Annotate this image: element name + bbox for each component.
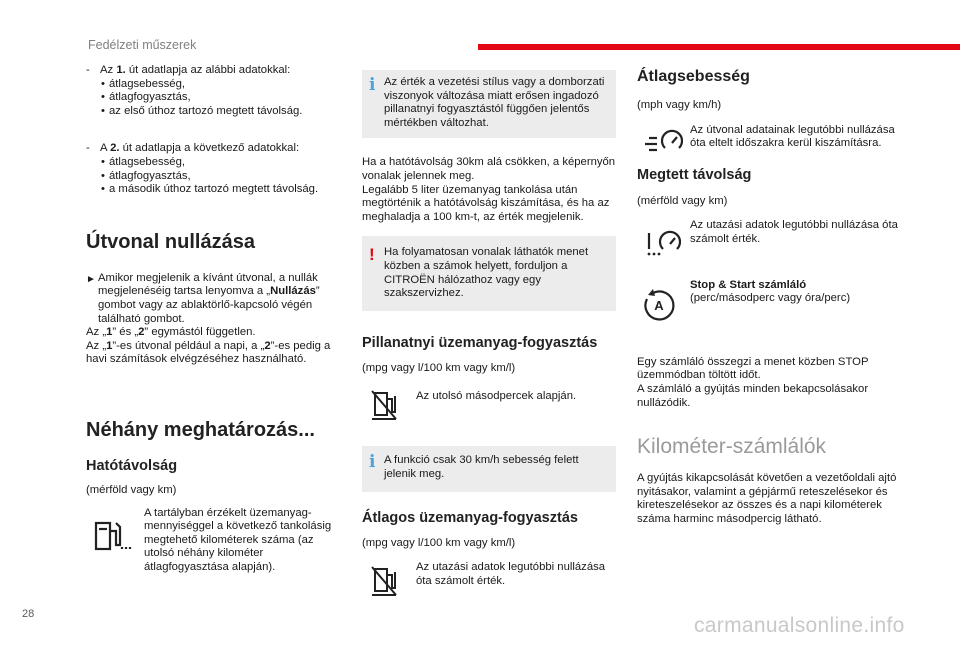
- warning-icon: !: [369, 245, 375, 265]
- header-accent-bar: [478, 44, 960, 50]
- info-icon: i: [369, 452, 376, 473]
- odometer-description: A gyújtás kikapcsolását követően a vezetőoldali ajtó nyitásakor, valamint a gépjármű reteszelésekor és kireteszelésekor az összes és a napi kilométerek száma harminc másodpercig látható.: [637, 472, 897, 525]
- trip2-list: - A 2. út adatlapja a következő adatokkal:: [86, 142, 300, 155]
- fuel-pump-icon: [92, 517, 132, 553]
- range-calc-text: Legalább 5 liter üzemanyag tankolása után megtörténik a hatótávolság kiszámítása, és ha az meghaladja a 100 km-t, az érték megjelenik.: [362, 183, 610, 223]
- reset-heading: Útvonal nullázása: [86, 230, 255, 253]
- note-box-speed: i A funkció csak 30 km/h sebesség felett jelenik meg.: [362, 446, 616, 491]
- column-middle: [362, 70, 616, 588]
- average-speed-heading: Átlagsebesség: [637, 68, 750, 85]
- stop-start-sum-text: Egy számláló összegzi a menet közben STOP üzemmódban töltött időt.: [637, 355, 869, 382]
- column-right: [637, 64, 905, 527]
- watermark: carmanualsonline.info: [694, 614, 905, 637]
- list-dash: -: [86, 142, 90, 155]
- average-speed-row: [637, 124, 905, 151]
- reset-note-2: Az „1”-es útvonal például a napi, a „2”-es pedig a havi számítások elvégzéséhez használható.: [86, 339, 331, 366]
- instant-consumption-description: Az utolsó másodpercek alapján.: [416, 390, 577, 403]
- instant-consumption-heading: Pillanatnyi üzemanyag-fogyasztás: [362, 334, 598, 351]
- list-dash: -: [86, 64, 90, 76]
- average-consumption-description: Az utazási adatok legutóbbi nullázása óta számolt érték.: [416, 561, 606, 587]
- reset-note-1: Az „1” és „2” egymástól független.: [86, 326, 256, 339]
- average-speed-description: Az útvonal adatainak legutóbbi nullázása óta eltelt időszakra kerül kiszámításra.: [690, 123, 895, 150]
- auto-stop-start-icon: [641, 287, 677, 323]
- range-unit: (mérföld vagy km): [86, 483, 177, 496]
- column-left: [86, 64, 342, 574]
- trip1-items: • átlagsebesség, • átlagfogyasztás, • az első úthoz tartozó megtett távolság.: [86, 78, 342, 119]
- average-consumption-row: [362, 561, 616, 588]
- reset-instruction: ► Amikor megjelenik a kívánt útvonal, a nullák megjelenéséig tartsa lenyomva a „Nullázás” gombot vagy az ablaktörlő-kapcsoló végén található gombot.: [86, 271, 320, 325]
- distance-heading: Megtett távolság: [637, 166, 752, 183]
- fuel-consumption-icon: [370, 564, 402, 598]
- instant-consumption-unit: (mpg vagy l/100 km vagy km/l): [362, 361, 516, 374]
- info-icon: i: [369, 75, 376, 95]
- stop-start-heading: Stop & Start számláló: [690, 278, 807, 291]
- range-heading: Hatótávolság: [86, 457, 178, 474]
- average-consumption-unit: (mpg vagy l/100 km vagy km/l): [362, 536, 516, 549]
- stop-start-unit: (perc/másodperc vagy óra/perc): [690, 292, 851, 305]
- average-speed-unit: (mph vagy km/h): [637, 99, 722, 111]
- range-dashes-text: Ha a hatótávolság 30km alá csökken, a képernyőn vonalak jelennek meg.: [362, 156, 616, 182]
- range-row: [86, 507, 342, 575]
- trip2-items: • átlagsebesség, • átlagfogyasztás, • a második úthoz tartozó megtett távolság.: [86, 156, 342, 197]
- note-box-consumption: i Az érték a vezetési stílus vagy a domborzati viszonyok változása miatt erősen ingadozó pillanatnyi fogyasztástól függően jelentős mértékben változhat.: [362, 70, 616, 138]
- warning-box-network: ! Ha folyamatosan vonalak láthatók menet közben a számok helyett, forduljon a CITROËN hálózathoz vagy egy szakszervizhez.: [362, 236, 616, 310]
- range-description: A tartályban érzékelt üzemanyag-mennyiséggel a következő tankolásig megtehető kilométerek száma (az utolsó néhány kilométer átlagfogyasztása alapján).: [144, 506, 332, 573]
- distance-unit: (mérföld vagy km): [637, 194, 728, 207]
- distance-row: [637, 219, 905, 246]
- trip1-list: - Az 1. út adatlapja az alábbi adatokkal:: [86, 64, 291, 76]
- stop-start-row: [637, 278, 905, 313]
- average-consumption-heading: Átlagos üzemanyag-fogyasztás: [362, 509, 578, 526]
- stop-start-reset-text: A számláló a gyújtás minden bekapcsolásakor nullázódik.: [637, 382, 869, 409]
- distance-gauge-icon: [641, 225, 681, 261]
- page-number: 28: [22, 608, 35, 620]
- page-header-title: Fedélzeti műszerek: [88, 38, 197, 52]
- definitions-heading: Néhány meghatározás...: [86, 418, 315, 441]
- speedometer-icon: [643, 126, 683, 162]
- distance-description: Az utazási adatok legutóbbi nullázása óta számolt érték.: [690, 219, 898, 245]
- auto-letter: A: [654, 297, 664, 313]
- arrow-bullet-icon: ►: [86, 273, 96, 285]
- instant-consumption-row: [362, 390, 616, 422]
- odometer-heading: Kilométer-számlálók: [637, 435, 827, 459]
- fuel-consumption-icon: [370, 388, 402, 422]
